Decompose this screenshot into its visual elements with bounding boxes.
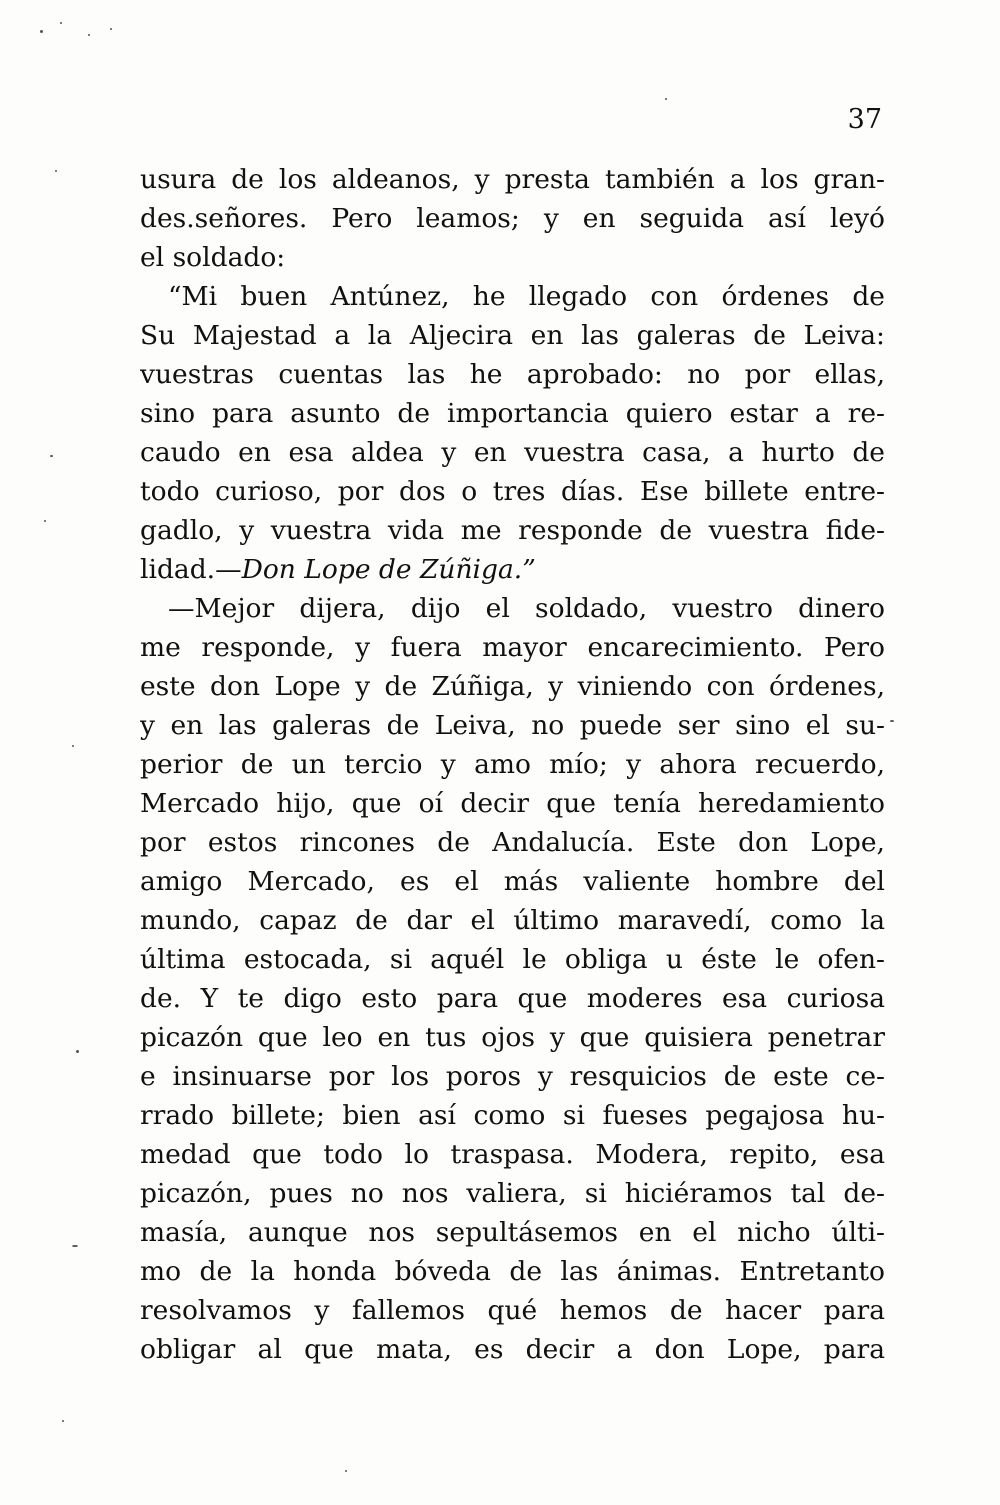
text-line-content: me responde, y fuera mayor encarecimiento. Pero <box>140 632 885 663</box>
text-line-content: mo de la honda bóveda de las ánimas. Entretanto <box>140 1256 885 1287</box>
text-line <box>140 160 885 199</box>
text-line <box>140 511 885 550</box>
text-line-content: Su Majestad a la Aljecira en las galeras de Leiva: <box>140 320 885 351</box>
scan-speck <box>890 720 894 722</box>
text-line-content: masía, aunque nos sepultásemos en el nicho últi- <box>140 1217 885 1248</box>
text-line-content: el soldado: <box>140 242 286 273</box>
text-line <box>140 316 885 355</box>
text-line-content: perior de un tercio y amo mío; y ahora recuerdo, <box>140 749 885 780</box>
text-line-content: picazón, pues no nos valiera, si hiciéramos tal de- <box>140 1178 885 1209</box>
text-line <box>140 589 885 628</box>
text-line <box>140 1291 885 1330</box>
text-line-content: amigo Mercado, es el más valiente hombre del <box>140 866 885 897</box>
text-line <box>140 433 885 472</box>
scan-speck <box>110 28 112 30</box>
text-line-content: picazón que leo en tus ojos y que quisiera penetrar <box>140 1022 885 1053</box>
text-line <box>140 394 885 433</box>
text-line-content: y en las galeras de Leiva, no puede ser sino el su- <box>140 710 885 741</box>
text-line <box>140 472 885 511</box>
text-line-content: mundo, capaz de dar el último maravedí, como la <box>140 905 885 936</box>
scan-speck <box>62 1420 64 1422</box>
scan-speck <box>88 34 90 36</box>
text-line-content: “Mi buen Antúnez, he llegado con órdenes de <box>168 281 885 312</box>
text-line <box>140 550 885 589</box>
scan-speck <box>72 1245 78 1247</box>
text-line <box>140 784 885 823</box>
text-line <box>140 862 885 901</box>
text-line-content: Mercado hijo, que oí decir que tenía heredamiento <box>140 788 885 819</box>
text-line-content: de. Y te digo esto para que moderes esa curiosa <box>140 983 885 1014</box>
text-line-content: —Mejor dijera, dijo el soldado, vuestro dinero <box>168 593 885 624</box>
text-line-content: rrado billete; bien así como si fueses pegajosa hu- <box>140 1100 885 1131</box>
text-line-content: vuestras cuentas las he aprobado: no por ellas, <box>140 359 885 390</box>
text-line <box>140 901 885 940</box>
text-line-content: usura de los aldeanos, y presta también a los gran- <box>140 164 885 195</box>
scan-speck <box>665 98 667 100</box>
text-line <box>140 199 885 238</box>
text-line <box>140 823 885 862</box>
text-line <box>140 1252 885 1291</box>
text-line-content: sino para asunto de importancia quiero estar a re- <box>140 398 885 429</box>
text-line-content: des.señores. Pero leamos; y en seguida así leyó <box>140 203 885 234</box>
text-line <box>140 745 885 784</box>
body-text <box>140 160 885 1369</box>
text-line-content: lidad.— <box>140 554 242 585</box>
text-line <box>140 1018 885 1057</box>
scan-speck <box>60 22 62 24</box>
text-line <box>140 1174 885 1213</box>
text-line-content: este don Lope y de Zúñiga, y viniendo con órdenes, <box>140 671 885 702</box>
text-line-content: medad que todo lo traspasa. Modera, repito, esa <box>140 1139 885 1170</box>
text-line-content: resolvamos y fallemos qué hemos de hacer para <box>140 1295 885 1326</box>
text-line <box>140 1330 885 1369</box>
text-line <box>140 355 885 394</box>
text-line-content: caudo en esa aldea y en vuestra casa, a hurto de <box>140 437 885 468</box>
text-line-content: gadlo, y vuestra vida me responde de vuestra fide- <box>140 515 885 546</box>
text-line <box>140 628 885 667</box>
signature: Don Lope de Zúñiga.” <box>241 554 536 585</box>
text-line-content: última estocada, si aquél le obliga u éste le ofen- <box>140 944 885 975</box>
text-line <box>140 706 885 745</box>
scan-speck <box>345 1470 347 1472</box>
page-number: 37 <box>847 104 882 135</box>
text-line-content: todo curioso, por dos o tres días. Ese billete entre- <box>140 476 885 507</box>
text-line-content: e insinuarse por los poros y resquicios de este ce- <box>140 1061 885 1092</box>
text-line <box>140 1057 885 1096</box>
scan-speck <box>40 30 43 33</box>
text-line-content: por estos rincones de Andalucía. Este don Lope, <box>140 827 885 858</box>
scan-speck <box>50 455 53 457</box>
text-line <box>140 940 885 979</box>
text-line <box>140 238 885 277</box>
scan-speck <box>72 745 74 747</box>
scan-speck <box>44 520 46 522</box>
text-line <box>140 667 885 706</box>
text-line <box>140 979 885 1018</box>
text-line <box>140 277 885 316</box>
text-line <box>140 1096 885 1135</box>
text-line-content: obligar al que mata, es decir a don Lope, para <box>140 1334 885 1365</box>
text-line <box>140 1213 885 1252</box>
text-line <box>140 1135 885 1174</box>
scan-speck <box>76 1050 79 1053</box>
scan-speck <box>55 170 57 172</box>
